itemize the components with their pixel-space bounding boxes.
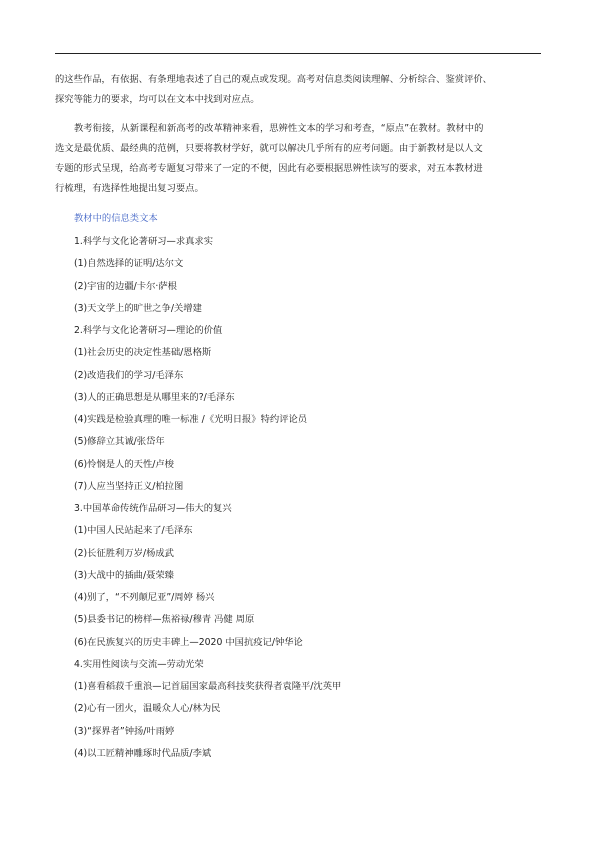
list-item: (3)天文学上的旷世之争/关增建	[74, 302, 202, 314]
list-item: (1)喜看稻菽千重浪—记首届国家最高科技奖获得者袁隆平/沈英甲	[74, 681, 342, 692]
list-item: (2)改造我们的学习/毛泽东	[74, 369, 184, 381]
paragraph-line: 选文是最优质、最经典的范例，只要将教材学好，就可以解决几乎所有的应考问题。由于新教材是以人文	[55, 143, 483, 154]
list-item: 2.科学与文化论著研习—理论的价值	[74, 325, 223, 336]
list-item: (6)在民族复兴的历史丰碑上—2020 中国抗疫记/钟华论	[74, 636, 303, 648]
paragraph-line: 专题的形式呈现，给高考专题复习带来了一定的不便，因此有必要根据思辨性读写的要求，对五本教材进	[55, 163, 483, 174]
list-item: (6)怜悯是人的天性/卢梭	[74, 458, 174, 470]
paragraph-line: 教考衔接，从新课程和新高考的改革精神来看，思辨性文本的学习和考查，“原点”在教材。教材中的	[74, 123, 484, 134]
list-item: 1.科学与文化论著研习—求真求实	[74, 236, 214, 247]
list-item: (1)中国人民站起来了/毛泽东	[74, 525, 193, 537]
list-item: (2)心有一团火，温暖众人心/林为民	[74, 703, 221, 715]
list-item: (3)人的正确思想是从哪里来的?/毛泽东	[74, 391, 235, 403]
list-item: (2)宇宙的边疆/卡尔·萨根	[74, 280, 177, 292]
paragraph-line: 行梳理，有选择性地提出复习要点。	[55, 183, 204, 194]
list-item: (3)大战中的插曲/聂荣臻	[74, 569, 174, 581]
list-item: (1)社会历史的决定性基础/恩格斯	[74, 347, 212, 359]
header-rule	[55, 53, 541, 54]
list-item: (3)“探界者”钟扬/叶雨婷	[74, 725, 175, 737]
list-item: (4)实践是检验真理的唯一标准 /《光明日报》特约评论员	[74, 414, 308, 425]
list-item: (4)以工匠精神雕琢时代品质/李斌	[74, 747, 212, 759]
paragraph-teaching	[55, 119, 541, 199]
list-item: 4.实用性阅读与交流—劳动光荣	[74, 658, 204, 670]
list-item: (4)别了，“不列颠尼亚”/周婷 杨兴	[74, 592, 215, 603]
list-item: (2)长征胜利万岁/杨成武	[74, 547, 174, 559]
section-title[interactable]: 教材中的信息类文本	[74, 213, 158, 224]
list-item: (7)人应当坚持正义/柏拉图	[74, 480, 184, 492]
list-item: (5)县委书记的榜样—焦裕禄/穆青 冯健 周原	[74, 614, 255, 626]
paragraph-intro	[55, 70, 541, 110]
list-item: 3.中国革命传统作品研习—伟大的复兴	[74, 503, 232, 514]
list-item: (1)自然选择的证明/达尔文	[74, 258, 184, 270]
text-list	[74, 231, 341, 765]
paragraph-line: 探究等能力的要求，均可以在文本中找到对应点。	[55, 94, 260, 105]
paragraph-line: 的这些作品，有依据、有条理地表述了自己的观点或发现。高考对信息类阅读理解、分析综合、鉴赏评价、	[55, 74, 492, 85]
list-item: (5)修辞立其诚/张岱年	[74, 436, 165, 448]
